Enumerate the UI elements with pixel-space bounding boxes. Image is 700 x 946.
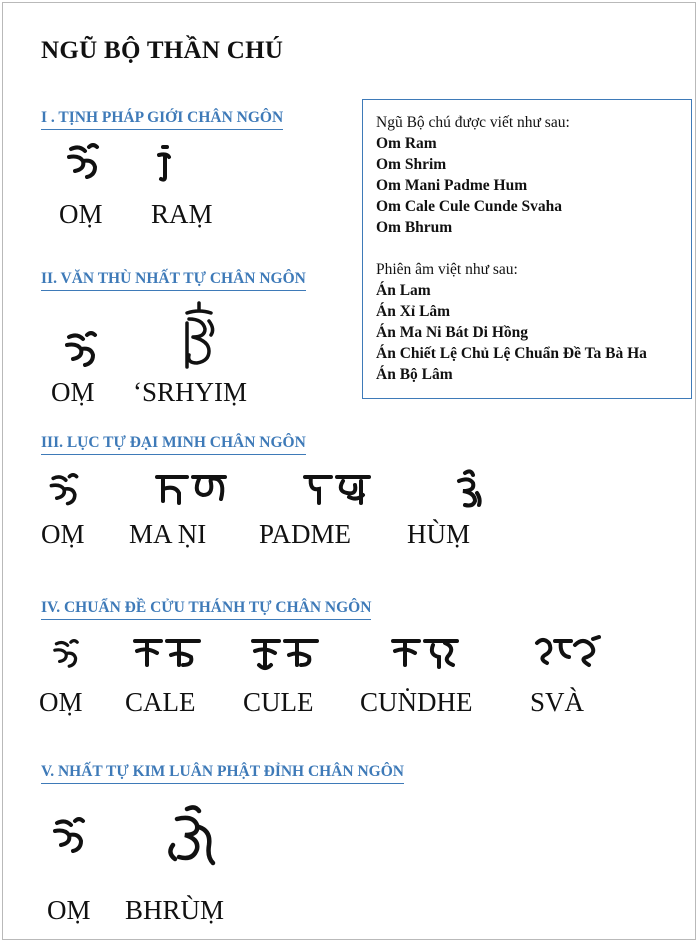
syllable-srhyim: ‘SRHYIṂ	[133, 377, 248, 407]
section-heading-2: II. VĂN THÙ NHẤT TỰ CHÂN NGÔN	[41, 270, 306, 291]
info-item: Án Xỉ Lâm	[376, 303, 451, 320]
syllable-om-2: OṂ	[51, 377, 95, 407]
siddham-hum-glyph-icon	[451, 469, 485, 509]
info-item: Án Bộ Lâm	[376, 366, 453, 383]
document-page	[2, 2, 696, 940]
syllable-om-1: OṂ	[59, 199, 103, 229]
siddham-ram-glyph-icon	[153, 143, 177, 183]
siddham-om-glyph-icon	[65, 143, 101, 183]
siddham-om-glyph-icon	[47, 473, 81, 509]
siddham-cale-glyph-icon	[131, 635, 203, 671]
info-item: Om Shrim	[376, 156, 447, 173]
siddham-cule-glyph-icon	[249, 635, 321, 671]
info-item: Om Bhrum	[376, 219, 453, 236]
info-lead-transcription: Phiên âm việt như sau:	[376, 261, 518, 278]
info-item: Án Ma Ni Bát Di Hồng	[376, 324, 528, 341]
info-item: Án Chiết Lệ Chủ Lệ Chuẩn Đề Ta Bà Ha	[376, 345, 647, 362]
info-item: Om Ram	[376, 135, 437, 152]
section-heading-3: III. LỤC TỰ ĐẠI MINH CHÂN NGÔN	[41, 434, 306, 455]
siddham-padme-glyph-icon	[301, 471, 373, 507]
syllable-om-4: OṂ	[39, 687, 83, 717]
page-title: NGŨ BỘ THẦN CHÚ	[41, 37, 284, 64]
siddham-cundhe-glyph-icon	[389, 635, 461, 671]
syllable-hum: HÙṂ	[407, 519, 471, 549]
syllable-bhrum: BHRÙṂ	[125, 895, 225, 925]
syllable-om-5: OṂ	[47, 895, 91, 925]
siddham-om-glyph-icon	[51, 639, 81, 671]
siddham-bhrum-glyph-icon	[163, 805, 219, 867]
siddham-srhyim-glyph-icon	[179, 301, 219, 373]
syllable-ram: RAṂ	[151, 199, 213, 229]
syllable-cundhe: CUṄDHE	[360, 687, 473, 717]
syllable-om-3: OṂ	[41, 519, 85, 549]
siddham-sva-glyph-icon	[531, 633, 603, 671]
siddham-om-glyph-icon	[63, 331, 99, 371]
syllable-cale: CALE	[125, 687, 196, 717]
info-item: Án Lam	[376, 282, 431, 299]
section-heading-1: I . TỊNH PHÁP GIỚI CHÂN NGÔN	[41, 109, 283, 130]
syllable-mani: MA ṆI	[129, 519, 207, 549]
syllable-sva: SVÀ	[530, 687, 585, 717]
info-item: Om Mani Padme Hum	[376, 177, 528, 194]
syllable-cule: CULE	[243, 687, 314, 717]
section-heading-5: V. NHẤT TỰ KIM LUÂN PHẬT ĐỈNH CHÂN NGÔN	[41, 763, 404, 784]
mantra-info-box	[362, 99, 692, 399]
syllable-padme: PADME	[259, 519, 352, 549]
info-lead-written: Ngũ Bộ chú được viết như sau:	[376, 114, 570, 131]
section-heading-4: IV. CHUẨN ĐỀ CỬU THÁNH TỰ CHÂN NGÔN	[41, 599, 371, 620]
siddham-om-glyph-icon	[51, 817, 87, 857]
info-item: Om Cale Cule Cunde Svaha	[376, 198, 563, 215]
siddham-mani-glyph-icon	[153, 471, 231, 507]
